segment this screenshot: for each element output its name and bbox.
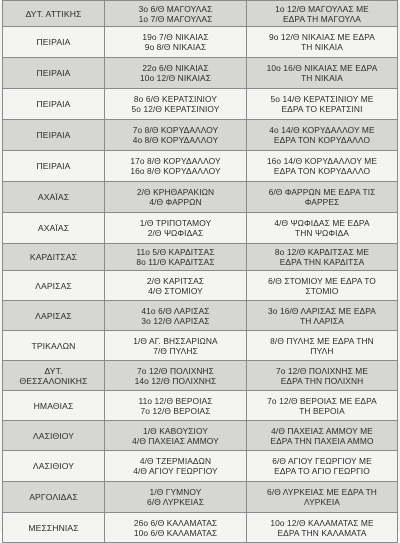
table-row bbox=[3, 421, 398, 451]
schools-cell-line: 1/Θ ΤΡΙΠΟΤΑΜΟΥ bbox=[139, 218, 212, 228]
schools-cell-line: 4/Θ ΑΓΙΟΥ ΓΕΩΡΓΙΟΥ bbox=[133, 466, 218, 476]
schools-cell-line: 6/Θ ΛΥΡΚΕΙΑΣ bbox=[147, 497, 204, 507]
schools-cell-line: 8ο 6/Θ ΚΕΡΑΤΣΙΝΙΟΥ bbox=[133, 94, 218, 104]
schools-cell-line: 19ο 7/Θ ΝΙΚΑΙΑΣ bbox=[142, 32, 209, 42]
result-cell-line: 4/Θ ΠΑΧΕΙΑΣ ΑΜΜΟΥ ΜΕ bbox=[271, 425, 373, 436]
table-row bbox=[3, 27, 398, 58]
county-cell bbox=[3, 27, 105, 58]
table-row bbox=[3, 513, 398, 543]
county-cell-line: ΠΕΙΡΑΙΑ bbox=[36, 161, 71, 171]
table-row bbox=[3, 482, 398, 513]
county-cell bbox=[3, 58, 105, 89]
result-cell-line: ΕΔΡΑ ΤΗ ΜΑΓΟΥΛΑ bbox=[283, 13, 361, 24]
table-row bbox=[3, 331, 398, 361]
result-cell-line: ΤΗ ΝΙΚΑΙΑ bbox=[301, 73, 343, 83]
schools-cell-line: 4/Θ ΠΑΧΕΙΑΣ ΑΜΜΟΥ bbox=[132, 435, 219, 446]
schools-cell-line: 14ο 12/Θ ΠΟΛΙΧΝΗΣ bbox=[134, 375, 217, 386]
county-cell-line: ΠΕΙΡΑΙΑ bbox=[36, 99, 71, 109]
result-cell-line: ΣΤΟΜΙΟ bbox=[305, 285, 339, 296]
result-cell-line: 8ο 12/Θ ΚΑΡΔΙΤΣΑΣ ΜΕ bbox=[274, 247, 370, 257]
county-cell-line: ΛΑΡΙΣΑΣ bbox=[35, 280, 72, 291]
county-cell bbox=[3, 151, 105, 182]
schools-cell-line: 11ο 5/Θ ΚΑΡΔΙΤΣΑΣ bbox=[136, 247, 215, 257]
schools-cell-line: 10ο 6/Θ ΚΑΛΑΜΑΤΑΣ bbox=[133, 527, 218, 538]
result-cell bbox=[247, 271, 398, 301]
schools-cell-line: 3ο 6/Θ ΜΑΓΟΥΛΑΣ bbox=[138, 3, 213, 14]
result-cell bbox=[247, 301, 398, 331]
result-cell-line: 9ο 12/Θ ΝΙΚΑΙΑΣ ΜΕ ΕΔΡΑ bbox=[268, 32, 375, 42]
schools-cell-line: 2/Θ ΨΩΦΙΔΑΣ bbox=[147, 228, 204, 238]
result-cell-line: 6/Θ ΛΥΡΚΕΙΑΣ ΜΕ ΕΔΡΑ ΤΗ bbox=[267, 487, 377, 497]
schools-cell bbox=[105, 331, 247, 361]
result-cell-line: 16ο 14/Θ ΚΟΡΥΔΑΛΛΟΥ ΜΕ bbox=[266, 156, 378, 166]
result-cell bbox=[247, 120, 398, 151]
result-cell bbox=[247, 182, 398, 213]
county-cell bbox=[3, 482, 105, 513]
result-cell-line: ΛΥΡΚΕΙΑ bbox=[304, 497, 340, 507]
result-cell-line: ΕΔΡΑ ΤΟ ΑΓΙΟ ΓΕΩΡΓΙΟ bbox=[274, 466, 370, 476]
schools-cell bbox=[105, 421, 247, 451]
schools-cell-line: 9ο 8/Θ ΝΙΚΑΙΑΣ bbox=[144, 42, 207, 52]
county-cell-line: ΑΧΑΪΑΣ bbox=[37, 192, 70, 202]
schools-cell bbox=[105, 513, 247, 543]
table-row bbox=[3, 361, 398, 391]
schools-cell bbox=[105, 213, 247, 244]
schools-cell bbox=[105, 89, 247, 120]
schools-cell-line: 1/Θ ΑΓ. ΒΗΣΣΑΡΙΩΝΑ bbox=[133, 335, 218, 346]
result-cell-line: 6/Θ ΦΑΡΡΩΝ ΜΕ ΕΔΡΑ ΤΙΣ bbox=[268, 187, 376, 197]
schools-cell-line: 2/Θ ΚΑΡΙΤΣΑΣ bbox=[146, 275, 205, 286]
schools-cell-line: 22ο 6/Θ ΝΙΚΑΙΑΣ bbox=[142, 63, 209, 73]
schools-cell bbox=[105, 27, 247, 58]
result-cell bbox=[247, 27, 398, 58]
county-cell-line: ΛΑΣΙΘΙΟΥ bbox=[32, 461, 75, 471]
schools-cell-line: 2/Θ ΚΡΗΘΑΡΑΚΙΩΝ bbox=[136, 187, 215, 197]
result-cell-line: ΕΔΡΑ ΤΗΝ ΠΟΛΙΧΝΗ bbox=[280, 375, 364, 386]
county-cell bbox=[3, 391, 105, 421]
result-cell-line: ΤΗ ΝΙΚΑΙΑ bbox=[301, 42, 343, 52]
result-cell bbox=[247, 1, 398, 27]
result-cell bbox=[247, 361, 398, 391]
schools-cell bbox=[105, 361, 247, 391]
schools-cell bbox=[105, 482, 247, 513]
county-cell-line: ΑΡΓΟΛΙΔΑΣ bbox=[29, 492, 78, 502]
result-cell bbox=[247, 58, 398, 89]
school-merger-table bbox=[2, 0, 398, 543]
county-cell bbox=[3, 244, 105, 271]
county-cell-line: ΠΕΙΡΑΙΑ bbox=[36, 37, 71, 47]
result-cell-line: 1ο 12/Θ ΜΑΓΟΥΛΑΣ ΜΕ bbox=[275, 3, 369, 14]
result-cell-line: ΦΑΡΡΕΣ bbox=[304, 197, 340, 207]
table-row bbox=[3, 58, 398, 89]
table-row bbox=[3, 271, 398, 301]
result-cell-line: 10ο 12/Θ ΚΑΛΑΜΑΤΑΣ ΜΕ bbox=[270, 517, 374, 528]
result-cell-line: 3ο 16/Θ ΛΑΡΙΣΑΣ ΜΕ ΕΔΡΑ bbox=[268, 305, 376, 316]
county-cell-line: ΑΧΑΪΑΣ bbox=[37, 223, 70, 233]
schools-cell bbox=[105, 244, 247, 271]
table-row bbox=[3, 89, 398, 120]
county-cell-line: ΔΥΤ. bbox=[44, 365, 63, 376]
result-cell bbox=[247, 213, 398, 244]
result-cell bbox=[247, 89, 398, 120]
result-cell bbox=[247, 421, 398, 451]
table-row bbox=[3, 182, 398, 213]
result-cell-line: 10ο 16/Θ ΝΙΚΑΙΑΣ ΜΕ ΕΔΡΑ bbox=[266, 63, 378, 73]
schools-cell bbox=[105, 120, 247, 151]
result-cell-line: ΕΔΡΑ ΤΗΝ ΠΑΧΕΙΑ ΑΜΜΟ bbox=[270, 435, 374, 446]
schools-cell-line: 4/Θ ΣΤΟΜΙΟΥ bbox=[148, 285, 203, 296]
county-cell-line: ΔΥΤ. ΑΤΤΙΚΗΣ bbox=[25, 8, 82, 19]
county-cell bbox=[3, 213, 105, 244]
county-cell-line: ΤΡΙΚΑΛΩΝ bbox=[31, 340, 76, 351]
county-cell-line: ΠΕΙΡΑΙΑ bbox=[36, 68, 71, 78]
schools-cell-line: 4/Θ ΦΑΡΡΩΝ bbox=[149, 197, 202, 207]
schools-cell-line: 7ο 8/Θ ΚΟΡΥΔΑΛΛΟΥ bbox=[132, 125, 219, 135]
county-cell-line: ΛΑΣΙΘΙΟΥ bbox=[32, 430, 75, 441]
result-cell bbox=[247, 513, 398, 543]
schools-cell-line: 4ο 8/Θ ΚΟΡΥΔΑΛΛΟΥ bbox=[132, 135, 219, 145]
result-cell-line: ΕΔΡΑ ΤΗΝ ΚΑΡΔΙΤΣΑ bbox=[279, 257, 365, 267]
county-cell bbox=[3, 331, 105, 361]
result-cell-line: ΠΥΛΗ bbox=[310, 345, 334, 356]
result-cell-line: 6/Θ ΣΤΟΜΙΟΥ ΜΕ ΕΔΡΑ ΤΟ bbox=[268, 275, 376, 286]
result-cell-line: ΤΗ ΒΕΡΟΙΑ bbox=[299, 405, 345, 416]
schools-cell bbox=[105, 58, 247, 89]
schools-cell-line: 4/Θ ΤΖΕΡΜΙΑΔΩΝ bbox=[139, 456, 212, 466]
county-cell-line: ΘΕΣΣΑΛΟΝΙΚΗΣ bbox=[19, 375, 88, 386]
schools-cell-line: 7/Θ ΠΥΛΗΣ bbox=[153, 345, 198, 356]
schools-cell-line: 26ο 6/Θ ΚΑΛΑΜΑΤΑΣ bbox=[133, 517, 218, 528]
result-cell bbox=[247, 151, 398, 182]
county-cell bbox=[3, 513, 105, 543]
schools-cell-line: 17ο 8/Θ ΚΟΡΥΔΑΛΛΟΥ bbox=[130, 156, 221, 166]
result-cell bbox=[247, 451, 398, 482]
county-cell bbox=[3, 182, 105, 213]
county-cell bbox=[3, 301, 105, 331]
table-body bbox=[3, 1, 398, 543]
county-cell-line: ΗΜΑΘΙΑΣ bbox=[33, 400, 74, 411]
county-cell bbox=[3, 361, 105, 391]
table-row bbox=[3, 391, 398, 421]
schools-cell-line: 1ο 7/Θ ΜΑΓΟΥΛΑΣ bbox=[138, 13, 213, 24]
result-cell-line: ΕΔΡΑ ΤΗΝ ΚΑΛΑΜΑΤΑ bbox=[277, 527, 367, 538]
schools-cell bbox=[105, 151, 247, 182]
result-cell-line: ΕΔΡΑ ΤΟΝ ΚΟΡΥΔΑΛΛΟ bbox=[273, 166, 371, 176]
schools-cell bbox=[105, 182, 247, 213]
result-cell bbox=[247, 331, 398, 361]
schools-cell-line: 5ο 12/Θ ΚΕΡΑΤΣΙΝΙΟΥ bbox=[131, 104, 220, 114]
schools-cell bbox=[105, 301, 247, 331]
county-cell-line: ΠΕΙΡΑΙΑ bbox=[36, 130, 71, 140]
result-cell bbox=[247, 391, 398, 421]
county-cell bbox=[3, 451, 105, 482]
schools-cell-line: 11ο 12/Θ ΒΕΡΟΙΑΣ bbox=[138, 395, 213, 406]
result-cell-line: ΤΗ ΛΑΡΙΣΑ bbox=[300, 315, 344, 326]
result-cell-line: 4ο 14/Θ ΚΟΡΥΔΑΛΛΟΥ ΜΕ bbox=[269, 125, 375, 135]
table-row bbox=[3, 1, 398, 27]
schools-cell-line: 3ο 12/Θ ΛΑΡΙΣΑΣ bbox=[141, 315, 210, 326]
table-row bbox=[3, 244, 398, 271]
schools-cell bbox=[105, 391, 247, 421]
county-cell bbox=[3, 271, 105, 301]
result-cell-line: ΕΔΡΑ ΤΟ ΚΕΡΑΤΣΙΝΙ bbox=[281, 104, 363, 114]
schools-cell-line: 41ο 6/Θ ΛΑΡΙΣΑΣ bbox=[141, 305, 210, 316]
schools-cell-line: 16ο 8/Θ ΚΟΡΥΔΑΛΛΟΥ bbox=[130, 166, 221, 176]
schools-cell bbox=[105, 1, 247, 27]
table-row bbox=[3, 451, 398, 482]
result-cell-line: 7ο 12/Θ ΠΟΛΙΧΝΗΣ ΜΕ bbox=[275, 365, 369, 376]
schools-cell-line: 8ο 11/Θ ΚΑΡΔΙΤΣΑΣ bbox=[136, 257, 215, 267]
result-cell-line: ΤΗΝ ΨΩΦΙΔΑ bbox=[295, 228, 349, 238]
schools-cell bbox=[105, 451, 247, 482]
county-cell bbox=[3, 1, 105, 27]
result-cell-line: 4/Θ ΨΩΦΙΔΑΣ ΜΕ ΕΔΡΑ bbox=[274, 218, 370, 228]
schools-cell-line: 1/Θ ΚΑΒΟΥΣΙΟΥ bbox=[142, 425, 209, 436]
table-row bbox=[3, 301, 398, 331]
schools-cell-line: 10ο 12/Θ ΝΙΚΑΙΑΣ bbox=[139, 73, 212, 83]
result-cell bbox=[247, 482, 398, 513]
result-cell-line: 5ο 14/Θ ΚΕΡΑΤΣΙΝΙΟΥ ΜΕ bbox=[270, 94, 374, 104]
result-cell-line: 7ο 12/Θ ΒΕΡΟΙΑΣ ΜΕ ΕΔΡΑ bbox=[267, 395, 377, 406]
schools-cell bbox=[105, 271, 247, 301]
table-row bbox=[3, 151, 398, 182]
result-cell bbox=[247, 244, 398, 271]
schools-cell-line: 7ο 12/Θ ΒΕΡΟΙΑΣ bbox=[140, 405, 211, 416]
result-cell-line: 8/Θ ΠΥΛΗΣ ΜΕ ΕΔΡΑ ΤΗΝ bbox=[270, 335, 374, 346]
county-cell-line: ΜΕΣΣΗΝΙΑΣ bbox=[28, 522, 79, 533]
schools-cell-line: 7ο 12/Θ ΠΟΛΙΧΝΗΣ bbox=[137, 365, 214, 376]
county-cell bbox=[3, 421, 105, 451]
county-cell bbox=[3, 89, 105, 120]
result-cell-line: 6/Θ ΑΓΙΟΥ ΓΕΩΡΓΙΟΥ ΜΕ bbox=[272, 456, 372, 466]
county-cell bbox=[3, 120, 105, 151]
table-row bbox=[3, 120, 398, 151]
table-row bbox=[3, 213, 398, 244]
county-cell-line: ΛΑΡΙΣΑΣ bbox=[35, 310, 72, 321]
county-cell-line: ΚΑΡΔΙΤΣΑΣ bbox=[29, 252, 78, 262]
result-cell-line: ΕΔΡΑ ΤΟΝ ΚΟΡΥΔΑΛΛΟ bbox=[273, 135, 371, 145]
schools-cell-line: 1/Θ ΓΥΜΝΟΥ bbox=[149, 487, 202, 497]
